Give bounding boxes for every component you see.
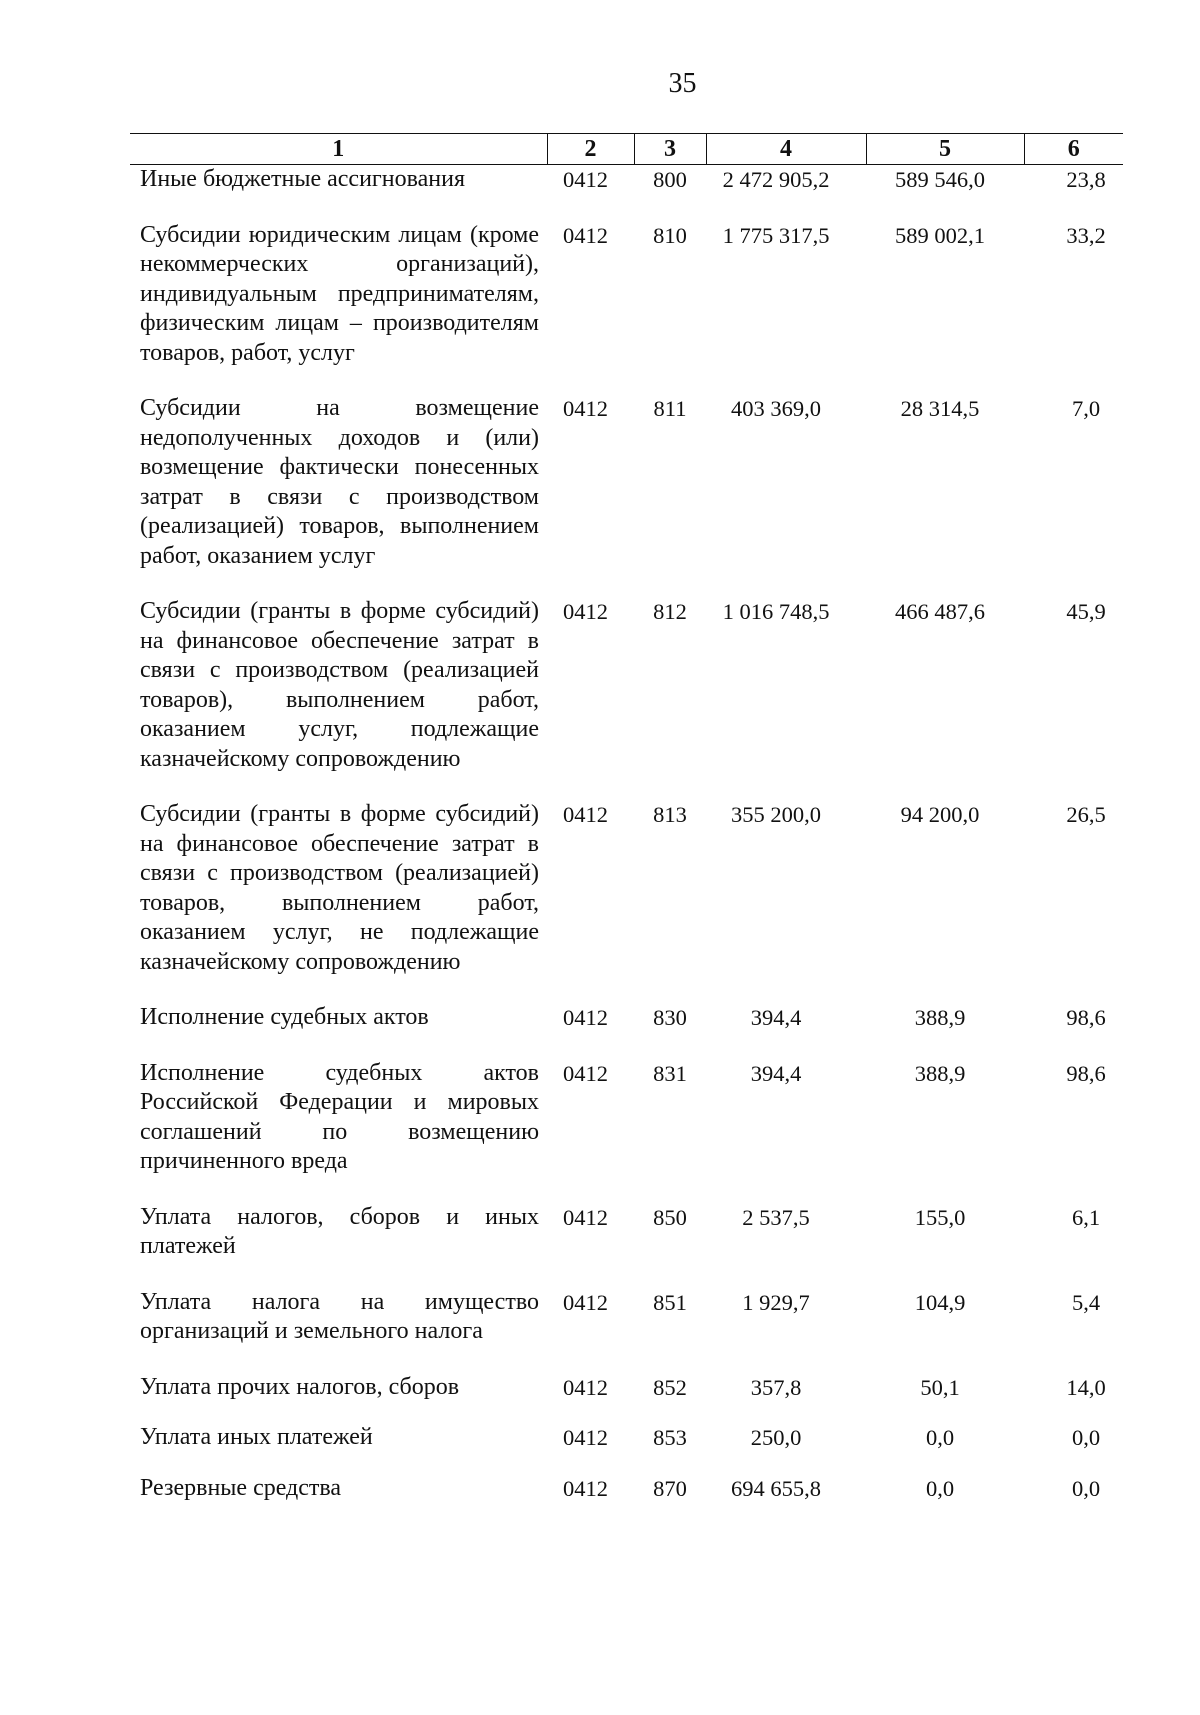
row-percent-cell: 6,1: [1071, 1204, 1101, 1230]
header-col-5: 5: [866, 134, 1024, 165]
row-percent-cell: 26,5: [1066, 802, 1106, 827]
row-name-cell: Исполнение судебных актов Российской Федерации и мировых соглашений по возмещению причиненного вреда: [140, 1059, 539, 1174]
row-type-cell: 810: [653, 222, 687, 248]
row-planned-cell: 2 472 905,2: [722, 167, 830, 192]
table-row: [130, 368, 1123, 571]
row-planned-cell: 357,8: [750, 1374, 802, 1400]
row-name-cell: Субсидии (гранты в форме субсидий) на финансовое обеспечение затрат в связи с производством (реализацией) товаров, выполнением работ, оказанием услуг, не подлежащие казначейскому сопровождению: [140, 801, 539, 975]
row-name-cell: Субсидии на возмещение недополученных доходов и (или) возмещение фактически понесенных затрат в связи с производством (реализацией) товаров, выполнением работ, оказанием услуг: [140, 395, 539, 569]
table-header: [130, 134, 1123, 165]
row-type-cell: 800: [653, 167, 687, 192]
row-percent-cell: 7,0: [1071, 396, 1101, 421]
row-code-cell: 0412: [563, 1289, 608, 1315]
row-actual-cell: 0,0: [925, 1475, 955, 1501]
row-type-cell: 812: [653, 599, 687, 624]
row-percent-cell: 14,0: [1066, 1374, 1106, 1400]
row-percent-cell: 98,6: [1066, 1005, 1106, 1030]
page-number: 35: [668, 68, 697, 99]
row-code-cell: 0412: [563, 1060, 608, 1086]
table-body: [130, 165, 1123, 1504]
row-actual-cell: 0,0: [925, 1425, 955, 1450]
row-type-cell: 850: [653, 1204, 687, 1230]
table-row: [130, 165, 1123, 195]
row-name-cell: Уплата прочих налогов, сборов: [140, 1373, 460, 1400]
row-percent-cell: 98,6: [1066, 1060, 1106, 1086]
row-type-cell: 831: [653, 1060, 687, 1086]
header-row: [130, 134, 1123, 165]
row-planned-cell: 694 655,8: [731, 1475, 821, 1501]
row-planned-cell: 1 016 748,5: [722, 599, 830, 624]
table-row: [130, 1347, 1123, 1403]
row-actual-cell: 50,1: [920, 1374, 960, 1400]
row-name-cell: Субсидии юридическим лицам (кроме некоммерческих организаций), индивидуальным предпринимателям, физическим лицам – производителям товаров, работ, услуг: [140, 221, 539, 366]
table-row: [130, 195, 1123, 369]
header-col-4: 4: [706, 134, 866, 165]
table-row: [130, 1262, 1123, 1347]
budget-table-container: [130, 133, 1123, 1503]
row-actual-cell: 94 200,0: [900, 802, 980, 827]
row-type-cell: 813: [653, 802, 687, 827]
table-row: [130, 774, 1123, 977]
row-type-cell: 852: [653, 1374, 687, 1400]
header-col-1: 1: [130, 134, 547, 165]
budget-table: [130, 133, 1123, 1503]
row-code-cell: 0412: [563, 1204, 608, 1230]
row-actual-cell: 589 002,1: [895, 222, 985, 248]
row-code-cell: 0412: [563, 1374, 608, 1400]
table-row: [130, 977, 1123, 1033]
row-type-cell: 830: [653, 1005, 687, 1030]
row-planned-cell: 355 200,0: [731, 802, 821, 827]
row-actual-cell: 28 314,5: [900, 396, 980, 421]
row-code-cell: 0412: [563, 802, 608, 827]
row-percent-cell: 23,8: [1066, 167, 1106, 192]
row-percent-cell: 5,4: [1071, 1289, 1101, 1315]
row-code-cell: 0412: [563, 222, 608, 248]
table-row: [130, 1453, 1123, 1504]
row-name-cell: Субсидии (гранты в форме субсидий) на финансовое обеспечение затрат в связи с производством (реализацией товаров), выполнением работ, оказанием услуг, подлежащие казначейскому сопровождению: [140, 598, 539, 772]
row-actual-cell: 589 546,0: [895, 167, 985, 192]
table-row: [130, 1177, 1123, 1262]
row-planned-cell: 403 369,0: [731, 396, 821, 421]
row-actual-cell: 466 487,6: [895, 599, 985, 624]
row-planned-cell: 1 929,7: [742, 1289, 810, 1315]
row-code-cell: 0412: [563, 1005, 608, 1030]
row-code-cell: 0412: [563, 396, 608, 421]
row-actual-cell: 155,0: [914, 1204, 966, 1230]
row-type-cell: 870: [653, 1475, 687, 1501]
row-code-cell: 0412: [563, 599, 608, 624]
row-percent-cell: 45,9: [1066, 599, 1106, 624]
row-actual-cell: 104,9: [914, 1289, 966, 1315]
row-type-cell: 853: [653, 1425, 687, 1450]
table-row: [130, 1033, 1123, 1177]
row-type-cell: 851: [653, 1289, 687, 1315]
row-type-cell: 811: [653, 396, 687, 421]
table-row: [130, 571, 1123, 774]
row-planned-cell: 394,4: [750, 1005, 802, 1030]
row-code-cell: 0412: [563, 167, 608, 192]
row-name-cell: Иные бюджетные ассигнования: [140, 166, 465, 192]
header-col-2: 2: [547, 134, 634, 165]
row-planned-cell: 2 537,5: [742, 1204, 810, 1230]
row-percent-cell: 0,0: [1071, 1475, 1101, 1501]
table-row: [130, 1402, 1123, 1453]
row-percent-cell: 33,2: [1066, 222, 1106, 248]
row-code-cell: 0412: [563, 1425, 608, 1450]
row-percent-cell: 0,0: [1071, 1425, 1101, 1450]
row-code-cell: 0412: [563, 1475, 608, 1501]
row-name-cell: Резервные средства: [140, 1474, 342, 1501]
row-planned-cell: 250,0: [750, 1425, 802, 1450]
row-name-cell: Уплата налога на имущество организаций и земельного налога: [140, 1288, 539, 1344]
row-name-cell: Уплата иных платежей: [140, 1424, 373, 1450]
row-name-cell: Уплата налогов, сборов и иных платежей: [140, 1203, 539, 1259]
row-actual-cell: 388,9: [914, 1005, 966, 1030]
header-col-6: 6: [1024, 134, 1123, 165]
header-col-3: 3: [634, 134, 706, 165]
row-actual-cell: 388,9: [914, 1060, 966, 1086]
row-planned-cell: 1 775 317,5: [722, 222, 830, 248]
row-planned-cell: 394,4: [750, 1060, 802, 1086]
row-name-cell: Исполнение судебных актов: [140, 1004, 429, 1030]
